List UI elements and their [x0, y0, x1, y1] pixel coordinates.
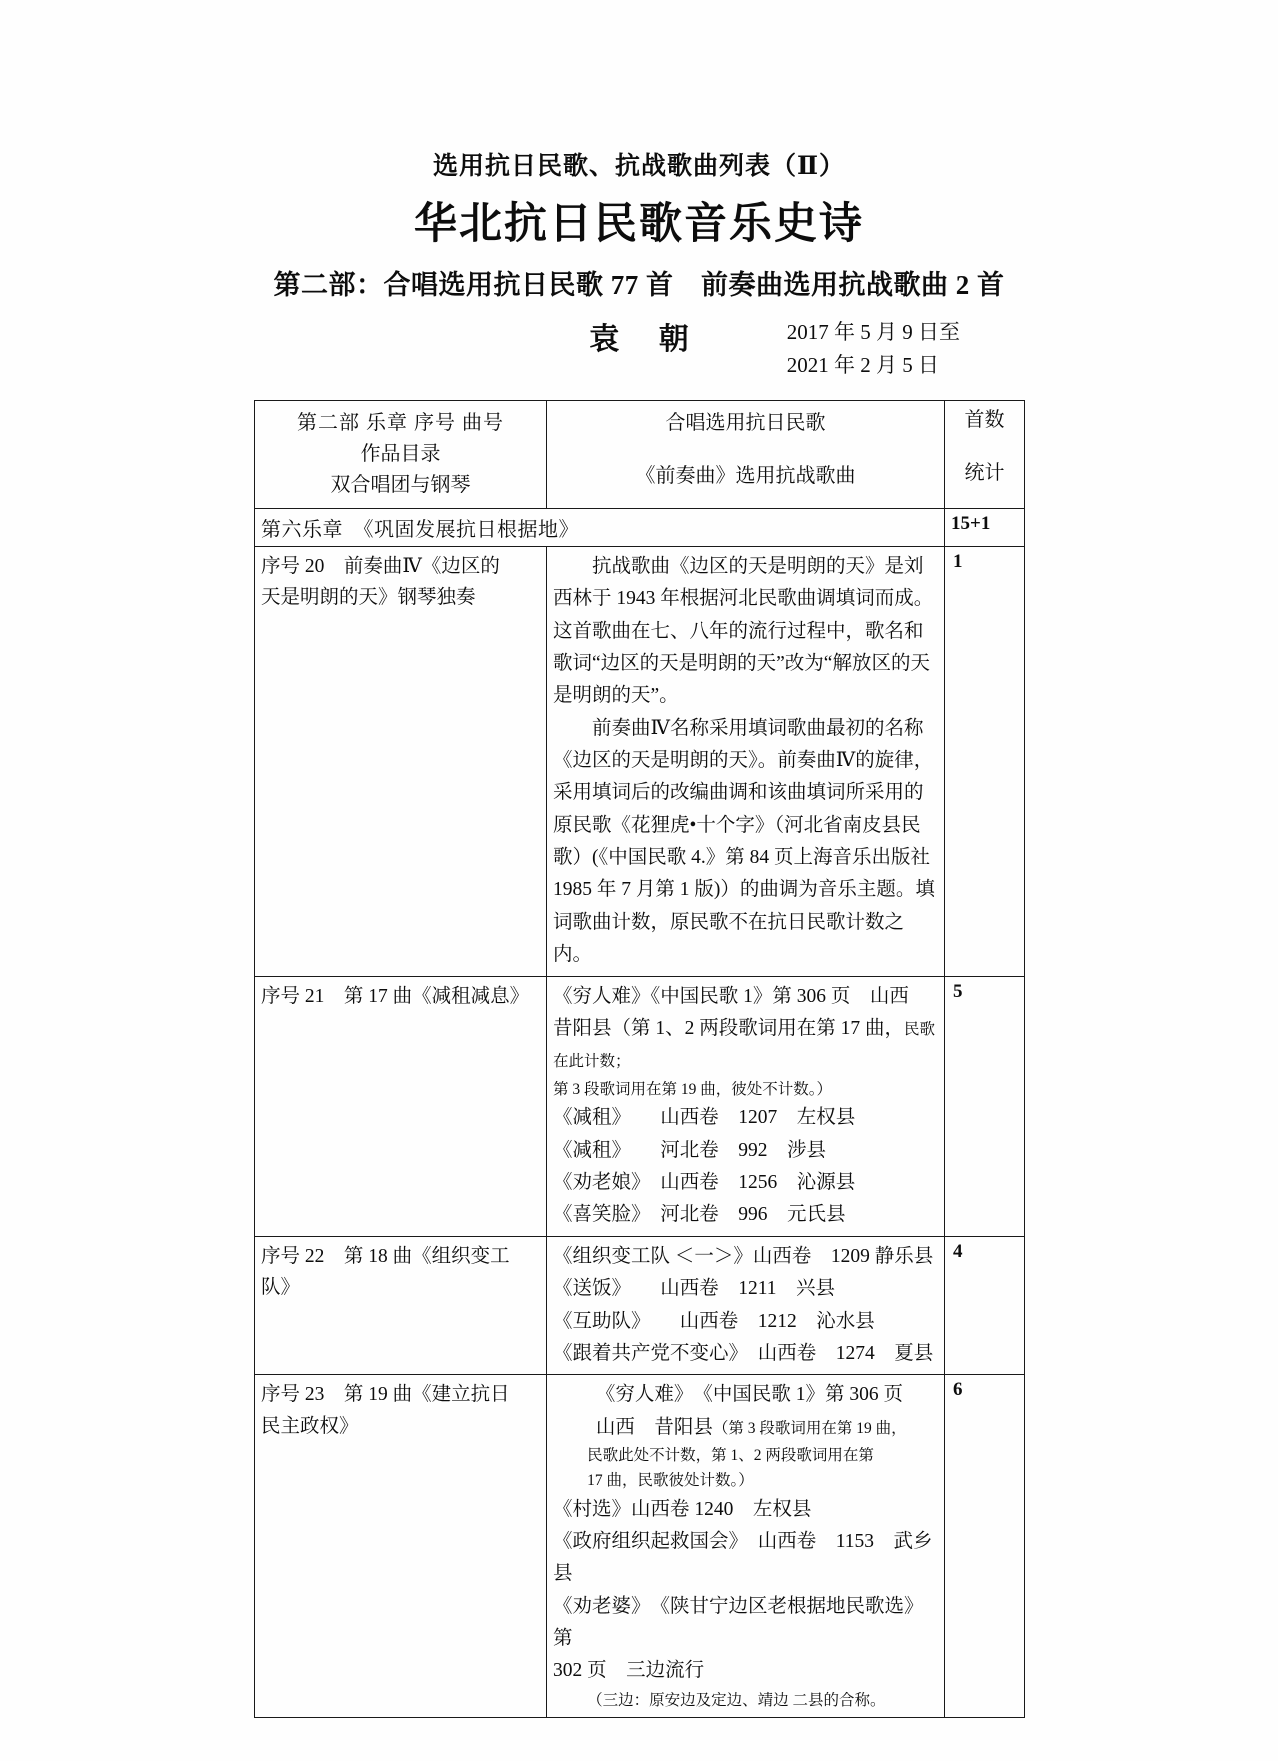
catalog-line: 天是明朗的天》钢琴独奏 [261, 587, 476, 609]
header-cell-songs [547, 400, 945, 508]
header-catalog-line3: 双合唱团与钢琴 [330, 473, 471, 496]
row-count-cell: 5 [945, 976, 1025, 1236]
date-end: 2021 年 2 月 5 日 [786, 353, 939, 378]
movement-count: 15+1 [945, 508, 1025, 546]
catalog-line: 序号 20 前奏曲Ⅳ《边区的 [261, 555, 500, 577]
table-row [255, 1236, 1025, 1374]
song-line: 《跟着共产党不变心》 山西卷 1274 夏县 [553, 1342, 934, 1364]
row-catalog-cell [255, 976, 547, 1236]
row-song-cell [547, 976, 945, 1236]
catalog-line: 序号 22 第 18 曲《组织变工 [261, 1245, 510, 1267]
song-note-line: （三边：原安边及定边、靖边 二县的合称。 [587, 1691, 886, 1709]
header-songs-spacer [553, 439, 938, 461]
song-line: 《劝老婆》 《陕甘宁边区老根据地民歌选》第 [553, 1595, 924, 1649]
song-line: 《劝老娘》 山西卷 1256 沁源县 [553, 1172, 856, 1194]
table-row [255, 546, 1025, 976]
song-line: 《减租》 河北卷 992 涉县 [553, 1139, 827, 1161]
header-count-spacer [951, 436, 1018, 458]
header-songs-line2: 《前奏曲》选用抗战歌曲 [635, 464, 856, 487]
catalog-line: 序号 21 第 17 曲《减租减息》 [261, 985, 530, 1007]
song-line-note: 民歌在此计数； [553, 1020, 936, 1071]
header-catalog-line1: 第二部 乐章 序号 曲号 [297, 411, 504, 434]
song-line: 《喜笑脸》 河北卷 996 元氏县 [553, 1204, 846, 1226]
row-catalog-cell [255, 1375, 547, 1718]
row-count-cell: 1 [945, 546, 1025, 976]
row-song-cell [547, 1375, 945, 1718]
heading-small: 选用抗日民歌、抗战歌曲列表（Ⅱ） [432, 153, 846, 180]
catalog-line: 民主政权》 [261, 1415, 359, 1437]
table-row [255, 1375, 1025, 1718]
movement-row [255, 508, 1025, 546]
catalog-line: 队》 [261, 1277, 301, 1299]
song-note-line: 17 曲，民歌彼处计数。） [587, 1471, 754, 1489]
song-paragraph: 抗战歌曲《边区的天是明朗的天》是刘西林于 1943 年根据河北民歌曲调填词而成。这首歌曲在七、八年的流行过程中，歌名和歌词“边区的天是明朗的天”改为“解放区的天是明朗的天”。 [553, 555, 934, 707]
header-cell-count [945, 400, 1025, 508]
movement-label: 第六乐章 《巩固发展抗日根据地》 [255, 508, 945, 546]
song-line: 《组织变工队 ＜一＞》山西卷 1209 静乐县 [553, 1245, 934, 1267]
table-row [255, 976, 1025, 1236]
song-note-line: 第 3 段歌词用在第 19 曲，彼处不计数。） [553, 1080, 833, 1098]
header-count-line1: 首数 [964, 408, 1005, 431]
header-catalog-line2: 作品目录 [360, 442, 441, 465]
table-header-row [255, 400, 1025, 508]
song-line-main: 山西 昔阳县 [595, 1416, 713, 1438]
song-list-table [254, 400, 1025, 1718]
row-song-cell [547, 1236, 945, 1374]
header-cell-catalog [255, 400, 547, 508]
row-count-cell: 4 [945, 1236, 1025, 1374]
song-line: 《政府组织起救国会》 山西卷 1153 武乡县 [553, 1530, 933, 1585]
date-start: 2017 年 5 月 9 日至 [786, 319, 960, 344]
page-title: 华北抗日民歌音乐史诗 [414, 201, 864, 248]
song-list-table-wrapper [254, 400, 1024, 1718]
song-line: 《互助队》 山西卷 1212 沁水县 [553, 1310, 875, 1332]
author-name: 袁 朝 [589, 322, 705, 356]
song-line: 《减租》 山西卷 1207 左权县 [553, 1107, 856, 1129]
song-line [553, 981, 938, 1078]
title-block [0, 0, 1278, 302]
row-count-cell: 6 [945, 1375, 1025, 1718]
heading-subtitle: 第二部：合唱选用抗日民歌 77 首 前奏曲选用抗战歌曲 2 首 [273, 270, 1005, 301]
song-line: 《穷人难》 《中国民歌 1》第 306 页 [595, 1384, 904, 1406]
catalog-line: 序号 23 第 19 曲《建立抗日 [261, 1384, 510, 1406]
header-songs-line1: 合唱选用抗日民歌 [665, 411, 826, 434]
row-catalog-cell [255, 546, 547, 976]
song-note-line: 民歌此处不计数，第 1、2 两段歌词用在第 [587, 1446, 874, 1464]
date-range [787, 316, 960, 383]
byline-band [0, 314, 1278, 400]
row-catalog-cell [255, 1236, 547, 1374]
row-song-cell [547, 546, 945, 976]
song-line: 《送饭》 山西卷 1211 兴县 [553, 1278, 836, 1300]
song-line-main: 《穷人难》《中国民歌 1》第 306 页 山西 昔阳县（第 1、2 两段歌词用在第 17 曲， [553, 985, 929, 1039]
header-count-line2: 统计 [964, 461, 1005, 484]
song-line: 《村选》山西卷 1240 左权县 [553, 1498, 812, 1520]
song-paragraph: 前奏曲Ⅳ名称采用填词歌曲最初的名称《边区的天是明朗的天》。前奏曲Ⅳ的旋律，采用填词后的改编曲调和该曲填词所采用的原民歌《花狸虎•十个字》（河北省南皮县民歌）(《中国民歌 4.》第 84 页上海音乐出版社 1985 年 7 月第 1 版)）的曲调为音乐主题。填词歌曲计数，原民歌不在抗日民歌计数之内。 [553, 717, 935, 966]
song-line: 302 页 三边流行 [553, 1660, 705, 1682]
song-line [553, 1412, 938, 1444]
song-line-note: （第 3 段歌词用在第 19 曲， [712, 1419, 907, 1437]
